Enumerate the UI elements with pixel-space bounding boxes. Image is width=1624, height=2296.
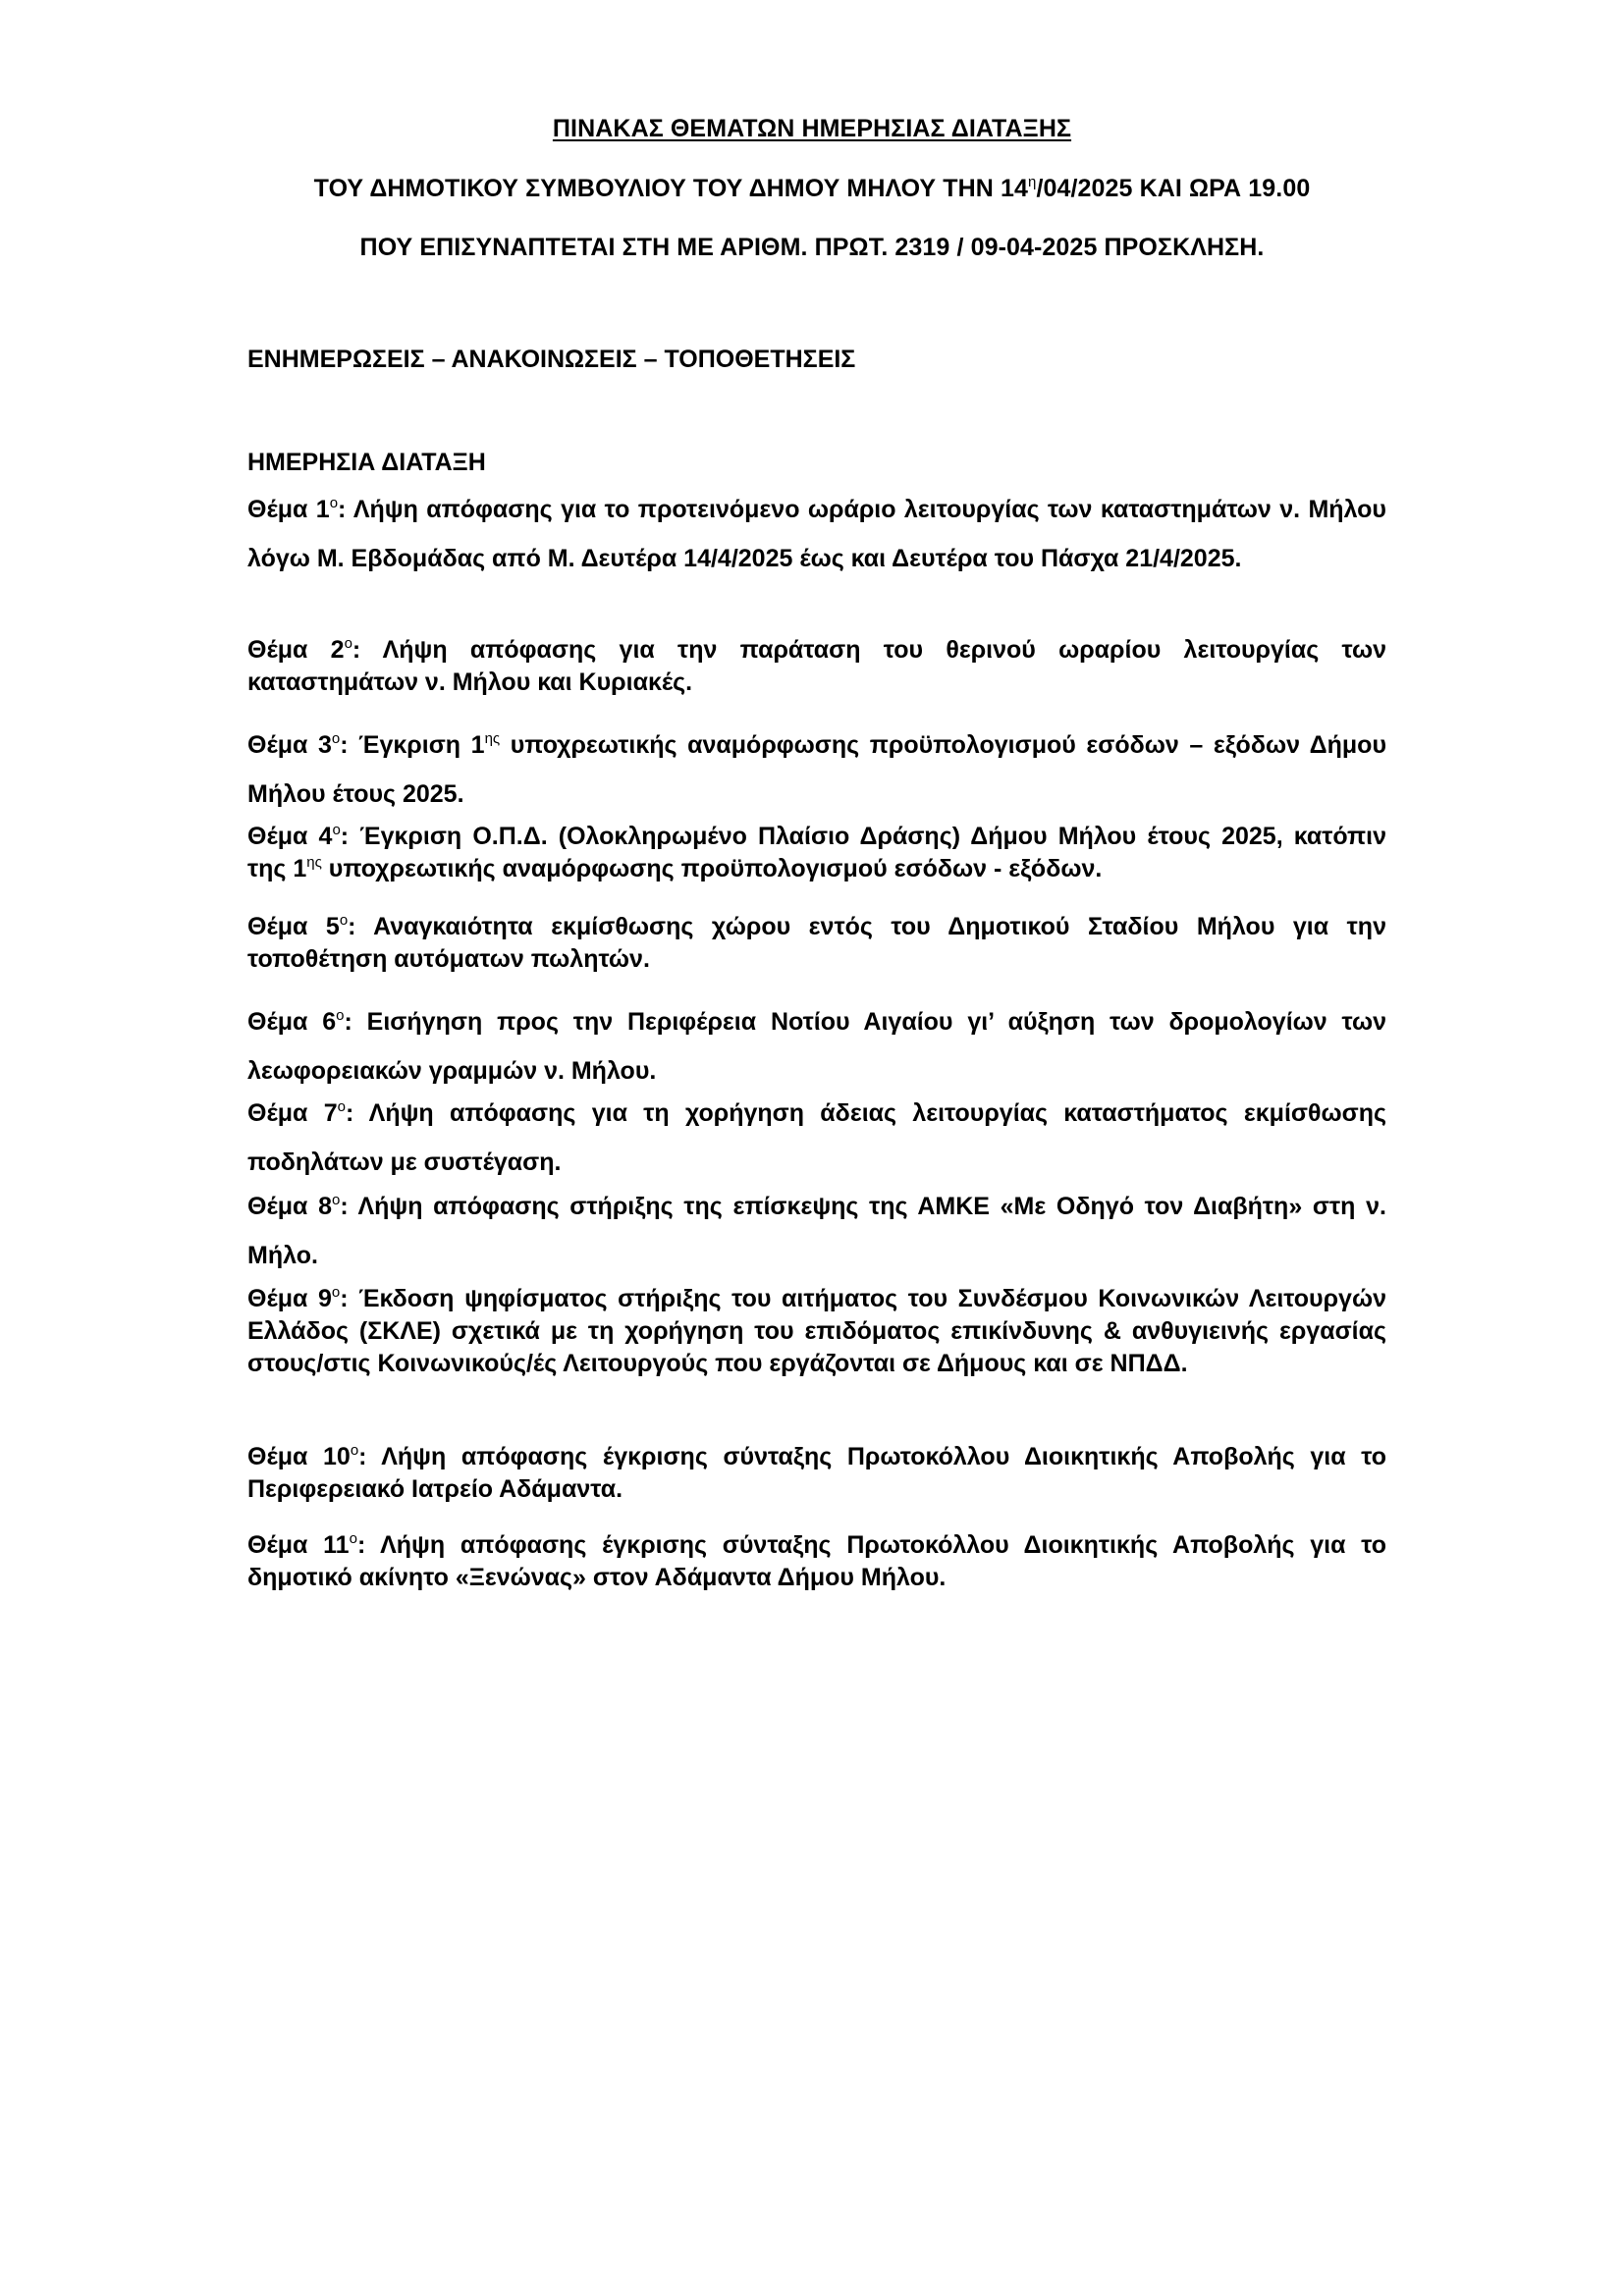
agenda-item-3: [247, 721, 1386, 819]
agenda-item-1: [247, 485, 1386, 583]
item-label: Θέμα 10: [247, 1443, 351, 1470]
item-text: : Έκδοση ψηφίσματος στήριξης του αιτήματος του Συνδέσμου Κοινωνικών Λειτουργών Ελλάδος (ΣΚΛΕ) σχετικά με τη χορήγηση του επιδόματος επικίνδυνης & ανθυγιεινής εργασίας στους/στις Κοινωνικούς/ές Λειτουργούς που εργάζονται σε Δήμους και σε ΝΠΔΔ.: [247, 1285, 1386, 1377]
item-ordinal-inline: ης: [484, 730, 501, 747]
item-ordinal: ο: [337, 1098, 346, 1115]
agenda-item-8: [247, 1182, 1386, 1280]
item-text: : Αναγκαιότητα εκμίσθωσης χώρου εντός του Δημοτικού Σταδίου Μήλου για την τοποθέτηση αυτόματων πωλητών.: [247, 913, 1386, 973]
agenda-item-9: [247, 1283, 1386, 1380]
item-ordinal: ο: [336, 1007, 345, 1024]
item-text-pre: : Έγκριση Ο.Π.Δ. (Ολοκληρωμένο Πλαίσιο Δράσης) Δήμου Μήλου έτους 2025, κατόπιν της 1: [247, 823, 1386, 882]
item-ordinal: ο: [332, 1192, 341, 1208]
item-text: : Λήψη απόφασης για το προτεινόμενο ωράριο λειτουργίας των καταστημάτων ν. Μήλου λόγω Μ. Εβδομάδας από Μ. Δευτέρα 14/4/2025 έως και Δευτέρα του Πάσχα 21/4/2025.: [247, 496, 1386, 572]
meeting-line-post: /04/2025 ΚΑΙ ΩΡΑ 19.00: [1036, 175, 1311, 202]
agenda-item-5: [247, 911, 1386, 976]
item-label: Θέμα 2: [247, 636, 345, 664]
meeting-line-pre: ΤΟΥ ΔΗΜΟΤΙΚΟΥ ΣΥΜΒΟΥΛΙΟΥ ΤΟΥ ΔΗΜΟΥ ΜΗΛΟΥ ΤΗΝ 14: [313, 175, 1028, 202]
item-label: Θέμα 5: [247, 913, 340, 940]
item-text-pre: : Έγκριση 1: [340, 731, 485, 759]
document-title: ΠΙΝΑΚΑΣ ΘΕΜΑΤΩΝ ΗΜΕΡΗΣΙΑΣ ΔΙΑΤΑΞΗΣ: [552, 115, 1072, 142]
item-ordinal: ο: [331, 730, 341, 747]
item-ordinal: ο: [331, 1284, 341, 1301]
item-text-post: υποχρεωτικής αναμόρφωσης προϋπολογισμού εσόδων – εξόδων Δήμου Μήλου έτους 2025.: [247, 731, 1387, 808]
item-text-post: υποχρεωτικής αναμόρφωσης προϋπολογισμού εσόδων - εξόδων.: [321, 855, 1103, 882]
item-ordinal: ο: [339, 912, 349, 929]
meeting-line: [0, 174, 1624, 203]
item-ordinal: ο: [350, 1442, 359, 1459]
item-label: Θέμα 9: [247, 1285, 332, 1312]
item-text: : Λήψη απόφασης έγκρισης σύνταξης Πρωτοκόλλου Διοικητικής Αποβολής για το Περιφερειακό Ιατρείο Αδάμαντα.: [247, 1443, 1386, 1503]
invitation-reference: ΠΟΥ ΕΠΙΣΥΝΑΠΤΕΤΑΙ ΣΤΗ ΜΕ ΑΡΙΘΜ. ΠΡΩΤ. 2319 / 09-04-2025 ΠΡΟΣΚΛΗΣΗ.: [359, 234, 1265, 261]
agenda-item-7: [247, 1089, 1386, 1187]
item-label: Θέμα 3: [247, 731, 332, 759]
agenda-title: ΗΜΕΡΗΣΙΑ ΔΙΑΤΑΞΗ: [247, 449, 486, 476]
item-text: : Λήψη απόφασης έγκρισης σύνταξης Πρωτοκόλλου Διοικητικής Αποβολής για το δημοτικό ακίνητο «Ξενώνας» στον Αδάμαντα Δήμου Μήλου.: [247, 1531, 1386, 1591]
announcements-title: ΕΝΗΜΕΡΩΣΕΙΣ – ΑΝΑΚΟΙΝΩΣΕΙΣ – ΤΟΠΟΘΕΤΗΣΕΙΣ: [247, 346, 856, 373]
agenda-item-11: [247, 1529, 1386, 1594]
item-ordinal: ο: [344, 635, 352, 652]
item-text: : Λήψη απόφασης στήριξης της επίσκεψης της ΑΜΚΕ «Με Οδηγό τον Διαβήτη» στη ν. Μήλο.: [247, 1193, 1386, 1269]
item-label: Θέμα 1: [247, 496, 330, 523]
item-label: Θέμα 7: [247, 1099, 338, 1127]
item-text: : Λήψη απόφασης για την παράταση του θερινού ωραρίου λειτουργίας των καταστημάτων ν. Μήλου και Κυριακές.: [247, 636, 1386, 696]
item-text: : Εισήγηση προς την Περιφέρεια Νοτίου Αιγαίου γι’ αύξηση των δρομολογίων των λεωφορειακών γραμμών ν. Μήλου.: [247, 1008, 1386, 1085]
item-ordinal: ο: [329, 495, 339, 511]
item-label: Θέμα 11: [247, 1531, 350, 1559]
agenda-item-6: [247, 997, 1386, 1095]
item-text: : Λήψη απόφασης για τη χορήγηση άδειας λειτουργίας καταστήματος εκμίσθωσης ποδηλάτων με συστέγαση.: [247, 1099, 1387, 1176]
item-ordinal: ο: [349, 1530, 357, 1547]
item-label: Θέμα 6: [247, 1008, 337, 1036]
meeting-line-sup: η: [1027, 174, 1037, 190]
item-ordinal-inline: ης: [306, 854, 322, 871]
agenda-item-4: [247, 821, 1386, 885]
item-ordinal: ο: [332, 822, 341, 838]
item-label: Θέμα 4: [247, 823, 333, 850]
agenda-item-10: [247, 1441, 1386, 1506]
item-label: Θέμα 8: [247, 1193, 332, 1220]
agenda-item-2: [247, 634, 1386, 699]
